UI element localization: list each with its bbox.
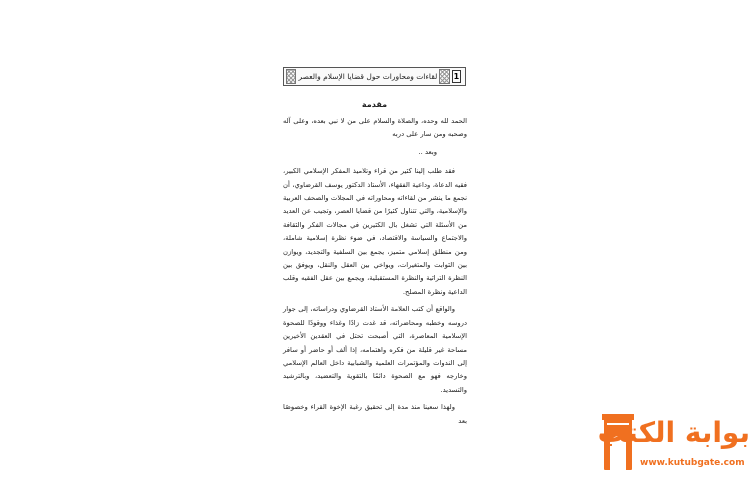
ornament-left-icon <box>286 69 296 84</box>
paragraph: والواقع أن كتب العلامة الأستاذ القرضاوي ودراساته، إلى جوار دروسه وخطبه ومحاضراته، قد غدت زادًا وغذاء ووقودًا للصحوة الإسلامية المعاصرة، التي أصبحت تحتل في العقدين الأخيرين مساحة غير قليلة من فكره واهتمامه، إذا ألف أو حاضر أو سافر إلى الندوات والمؤتمرات العلمية والشبابية داخل العالم الإسلامي وخارجه فهو مع الصحوة دائمًا بالتقوية والتعضيد، وبالترشيد والتسديد. <box>283 305 467 394</box>
running-title: لقاءات ومحاورات حول قضايا الإسلام والعصر <box>298 72 438 81</box>
watermark-brand: بوابة الكتب <box>597 416 750 449</box>
page-number: 1 <box>453 72 460 81</box>
paragraph: فقد طلب إلينا كثير من قراء وتلاميذ المفكر الإسلامي الكبير، فقيه الدعاة، وداعية الفقهاء، الأستاذ الدكتور يوسف القرضاوي، أن نجمع ما ينشر من لقاءاته ومحاوراته في المجلات والصحف العربية والإسلامية، والتي تتناول كثيرًا من قضايا العصر، وتجيب عن العديد من الأسئلة التي تشغل بال الكثيرين في مجالات الفكر والثقافة والاجتماع والسياسة والاقتصاد، في ضوء نظرة إسلامية شاملة، ومن منطلق إسلامي متميز، يجمع بين السلفية والتجديد، ويوازن بين الثوابت والمتغيرات، ويواخي بين العقل والنقل، ويوفق بين النظرة التراثية والنظرة المستقبلية، ويجمع بين عقل الفقيه وقلب الداعية ونظرة المصلح. <box>283 167 467 296</box>
watermark-url[interactable]: www.kutubgate.com <box>640 458 745 468</box>
section-title: مقدمة <box>361 100 388 109</box>
running-header <box>283 67 466 86</box>
paragraph: وبعد .. <box>418 147 437 156</box>
body-text <box>283 115 467 432</box>
paragraph: ولهذا سعينا منذ مدة إلى تحقيق رغبة الإخوة القراء وخصوصًا بعد <box>283 403 467 425</box>
ornament-right-icon <box>439 69 449 84</box>
paragraph: الحمد لله وحده، والصلاة والسلام على من لا نبي بعده، وعلى آله وصحبه ومن سار على دربه <box>283 117 467 139</box>
